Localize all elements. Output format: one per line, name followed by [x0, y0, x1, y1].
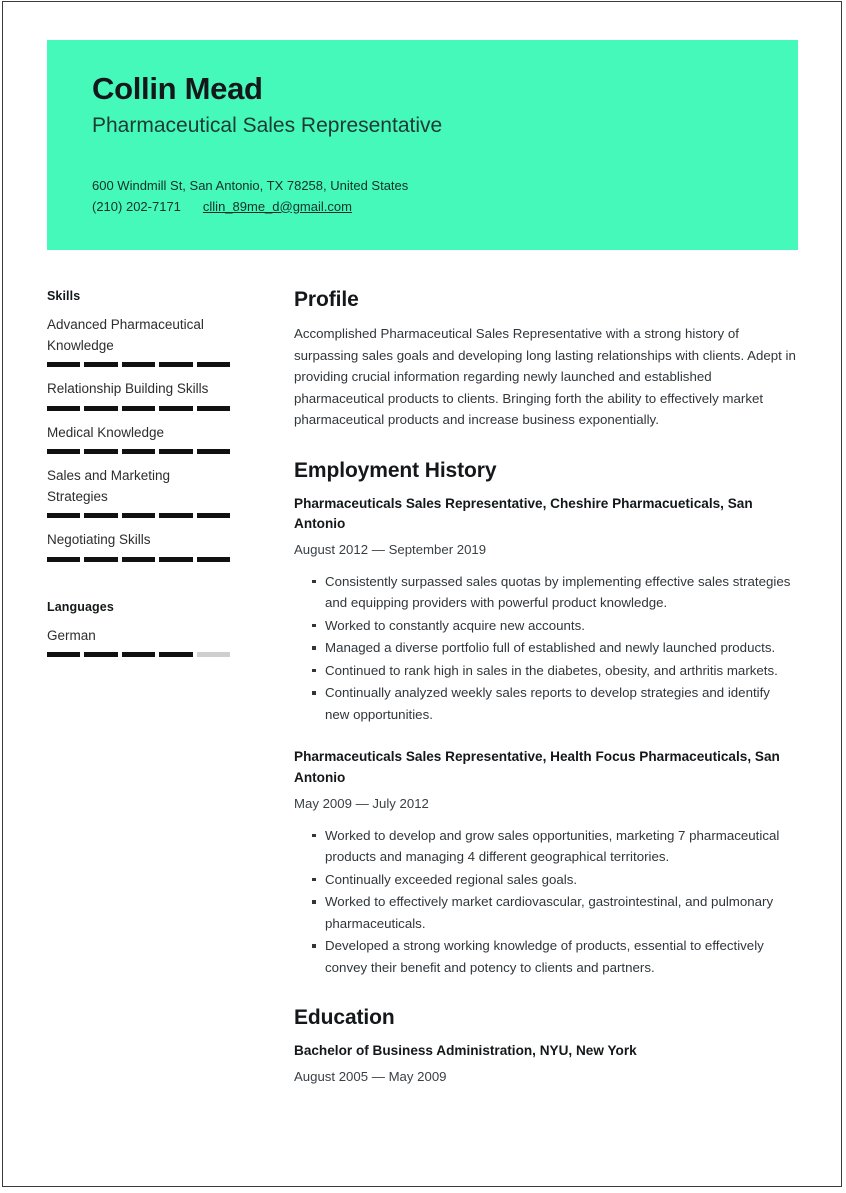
rating-segment [159, 557, 192, 562]
bullet-item: Worked to effectively market cardiovascular, gastrointestinal, and pulmonary pharmaceuticals. [325, 891, 798, 934]
rating-segment [47, 557, 80, 562]
rating-segment [122, 406, 155, 411]
skill-label: Sales and Marketing Strategies [47, 468, 171, 504]
rating-segment [122, 557, 155, 562]
main-content [294, 288, 798, 1087]
skill-rating-bar [47, 362, 230, 367]
rating-segment [159, 406, 192, 411]
rating-segment [122, 513, 155, 518]
language-rating-bar [47, 652, 230, 657]
employment-entry-dates: May 2009 — July 2012 [294, 795, 429, 811]
skill-label: Relationship Building Skills [47, 381, 209, 397]
rating-segment [84, 449, 117, 454]
bullet-item: Continually exceeded regional sales goals. [325, 869, 798, 891]
rating-segment [159, 652, 192, 657]
candidate-name: Collin Mead [92, 71, 263, 106]
rating-segment [47, 406, 80, 411]
education-entry-dates: August 2005 — May 2009 [294, 1068, 447, 1084]
resume-header-band [47, 40, 798, 250]
rating-segment [84, 362, 117, 367]
employment-entry-bullets [294, 825, 798, 979]
contact-info [92, 176, 798, 217]
bullet-item: Managed a diverse portfolio full of established and newly launched products. [325, 637, 798, 659]
rating-segment [197, 406, 230, 411]
employment-section [294, 459, 798, 979]
bullet-item: Continually analyzed weekly sales reports to develop strategies and identify new opportunities. [325, 682, 798, 725]
skill-label: Advanced Pharmaceutical Knowledge [47, 317, 204, 353]
education-section-title: Education [294, 1006, 395, 1030]
skill-label: Medical Knowledge [47, 424, 165, 440]
bullet-item: Consistently surpassed sales quotas by implementing effective sales strategies and equipping providers with powerful product knowledge. [325, 571, 798, 614]
rating-segment [122, 652, 155, 657]
employment-entry-title: Pharmaceuticals Sales Representative, Cheshire Pharmacueticals, San Antonio [294, 495, 753, 532]
employment-section-title: Employment History [294, 458, 497, 482]
rating-segment [122, 362, 155, 367]
employment-entry-dates: August 2012 — September 2019 [294, 541, 487, 557]
rating-segment [47, 449, 80, 454]
contact-address: 600 Windmill St, San Antonio, TX 78258, United States [92, 177, 409, 193]
contact-email-link[interactable]: cllin_89me_d@gmail.com [202, 198, 352, 214]
education-section [294, 1006, 798, 1086]
skill-rating-bar [47, 557, 230, 562]
employment-entry-bullets [294, 571, 798, 726]
employment-entry [294, 747, 798, 978]
sidebar [47, 289, 230, 669]
skill-label: Negotiating Skills [47, 532, 151, 548]
candidate-job-title: Pharmaceutical Sales Representative [92, 113, 443, 137]
rating-segment [159, 449, 192, 454]
rating-segment [47, 652, 80, 657]
skill-rating-bar [47, 449, 230, 454]
rating-segment [197, 449, 230, 454]
contact-line-phone-email [92, 197, 798, 218]
bullet-item: Worked to develop and grow sales opportunities, marketing 7 pharmaceutical products and managing 4 different geographical territories. [325, 825, 798, 868]
rating-segment [197, 557, 230, 562]
skill-rating-bar [47, 513, 230, 518]
skills-heading: Skills [47, 289, 81, 303]
employment-entry [294, 494, 798, 726]
rating-segment [84, 652, 117, 657]
header-content [47, 40, 798, 217]
skill-rating-bar [47, 406, 230, 411]
profile-section-title: Profile [294, 288, 359, 311]
rating-segment [159, 362, 192, 367]
bullet-item: Developed a strong working knowledge of products, essential to effectively convey their benefit and potency to clients and partners. [325, 935, 798, 978]
language-label: German [47, 627, 96, 643]
rating-segment [197, 362, 230, 367]
skill-item [47, 530, 230, 562]
profile-text: Accomplished Pharmaceutical Sales Representative with a strong history of surpassing sales goals and developing long lasting relationships with clients. Adept in providing crucial information regarding newly launched and established pharmaceutical products to clients. Bringing forth the ability to effectively market pharmaceutical products and increase business exponentially. [294, 326, 796, 428]
employment-entry-title: Pharmaceuticals Sales Representative, Health Focus Pharmaceuticals, San Antonio [294, 749, 780, 786]
skill-item [47, 315, 230, 367]
rating-segment [197, 513, 230, 518]
contact-phone: (210) 202-7171 [92, 198, 181, 214]
bullet-item: Worked to constantly acquire new accounts. [325, 615, 798, 637]
skill-item [47, 466, 230, 518]
language-item [47, 626, 230, 658]
rating-segment [159, 513, 192, 518]
skill-item [47, 423, 230, 455]
rating-segment [84, 513, 117, 518]
profile-section [294, 288, 798, 431]
education-entry [294, 1041, 798, 1086]
languages-heading: Languages [47, 599, 114, 614]
rating-segment [122, 449, 155, 454]
rating-segment [197, 652, 230, 657]
rating-segment [84, 406, 117, 411]
education-entry-title: Bachelor of Business Administration, NYU, New York [294, 1043, 637, 1059]
skill-item [47, 379, 230, 411]
rating-segment [47, 513, 80, 518]
bullet-item: Continued to rank high in sales in the diabetes, obesity, and arthritis markets. [325, 660, 798, 682]
rating-segment [47, 362, 80, 367]
rating-segment [84, 557, 117, 562]
